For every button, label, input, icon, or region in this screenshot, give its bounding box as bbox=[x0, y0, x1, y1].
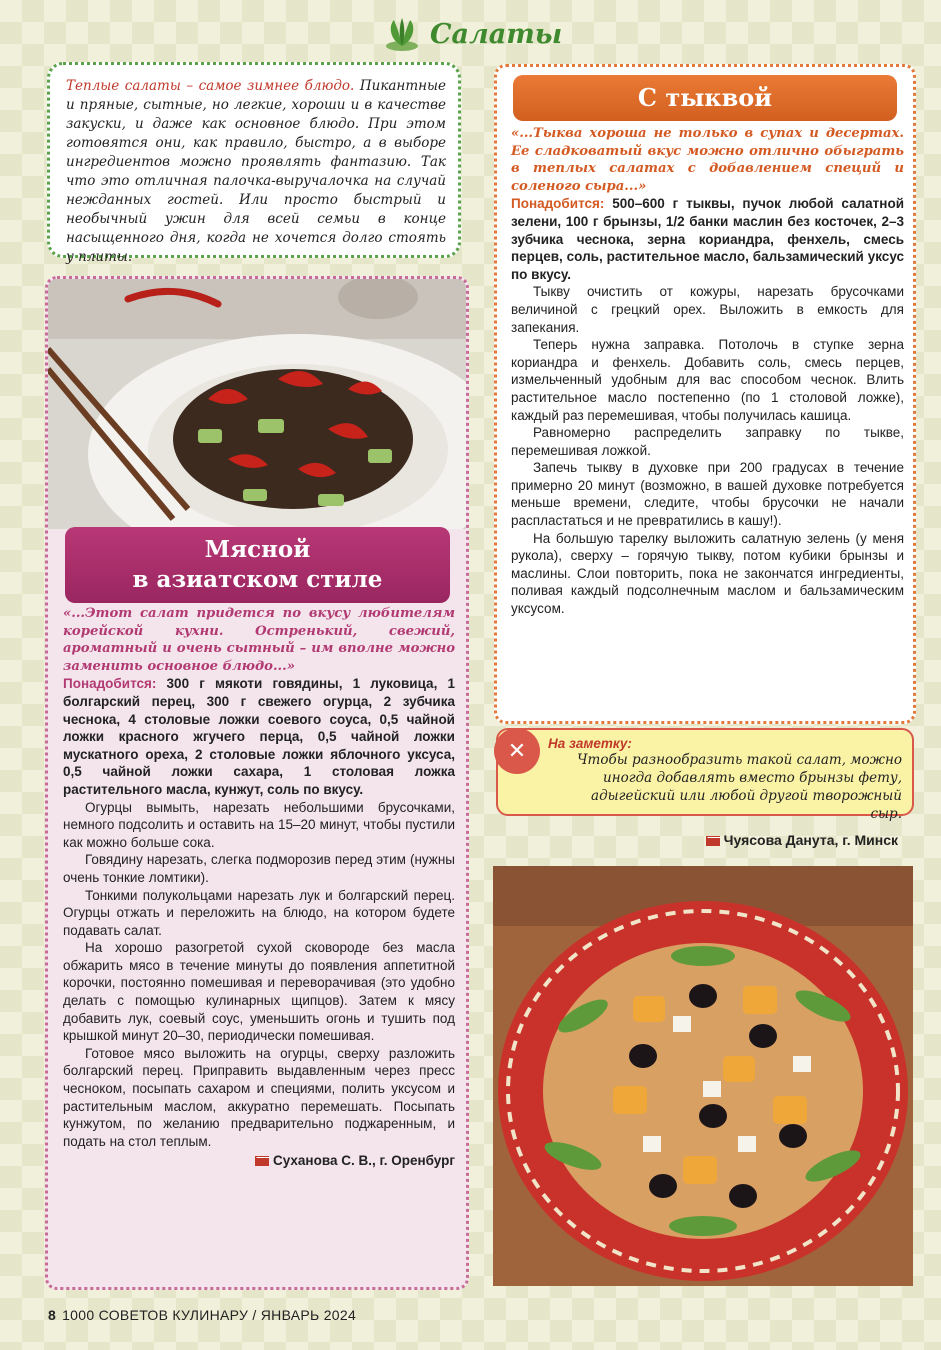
meat-salad-text bbox=[63, 605, 455, 1170]
ingredients-list: 300 г мякоти говядины, 1 луковица, 1 болгарский перец, 300 г свежего огурца, 2 зубчика чеснока, 4 столовые ложки соевого соуса, 0,5 чайной ложки красного жгучего перца, 0,5 чайной ложки мускатного ореха, 2 столовые ложки яблочного уксуса, 0,5 чайной ложки сахара, 1 столовая ложка растительного масла, кунжут, соль по вкусу. bbox=[63, 676, 455, 797]
page-footer bbox=[48, 1307, 548, 1323]
meat-salad-title bbox=[65, 527, 450, 603]
meat-salad-ingredients bbox=[63, 675, 455, 798]
tip-text: Чтобы разнообразить такой салат, можно иногда добавлять вместо брынзы фету, адыгейский или любой другой творожный сыр. bbox=[577, 752, 902, 822]
ingredients-list: 500–600 г тыквы, пучок любой салатной зелени, 100 г брынзы, 1/2 банки маслин без косточек, 2–3 зубчика чеснока, зерна кориандра, фенхель, смесь перцев, соль, растительное масло, бальзамический уксус по вкусу. bbox=[511, 196, 904, 282]
leaf-icon bbox=[380, 16, 424, 52]
pumpkin-salad-quote: «...Тыква хороша не только в супах и десертах. Ее сладковатый вкус можно отлично обыграть в теплых салатах с добавлением специй и соленого сыра...» bbox=[511, 126, 904, 194]
pumpkin-salad-recipe bbox=[494, 64, 916, 724]
step: Тыкву очистить от кожуры, нарезать брусочками величиной с грецкий орех. Выложить в емкость для запекания. bbox=[511, 284, 904, 335]
meat-salad-title-line2: в азиатском стиле bbox=[132, 566, 383, 593]
tip-box bbox=[496, 728, 914, 822]
step: На большую тарелку выложить салатную зелень (у меня рукола), сверху – горячую тыкву, потом кубики брынзы и маслины. Слои повторить, пока не закончатся ингредиенты, поливая каждый подсолнечным маслом и бальзамическим уксусом. bbox=[511, 530, 904, 617]
step: Огурцы вымыть, нарезать небольшими брусочками, немного подсолить и оставить на 15–20 минут, чтобы пустили как можно больше сока. bbox=[63, 799, 455, 850]
step: Тонкими полукольцами нарезать лук и болгарский перец. Огурцы отжать и переложить на блюдо, на котором будете подавать салат. bbox=[63, 887, 455, 938]
envelope-icon bbox=[706, 836, 720, 846]
step: На хорошо разогретой сухой сковороде без масла обжарить мясо в течение минуты до появления аппетитной корочки, постоянно помешивая и переворачивая (это удобно делать с помощью кулинарных щипцов). Затем к мясу добавить лук, соевый соус, уменьшить огонь и тушить под крышкой минут 20–30, периодически помешивая. bbox=[63, 940, 455, 1044]
pumpkin-salad-text bbox=[511, 125, 904, 618]
author-name: Суханова С. В., г. Оренбург bbox=[272, 1153, 455, 1169]
magazine-name: 1000 СОВЕТОВ КУЛИНАРУ / ЯНВАРЬ 2024 bbox=[62, 1307, 357, 1323]
author-name: Чуясова Данута, г. Минск bbox=[723, 832, 898, 848]
step: Запечь тыкву в духовке при 200 градусах в течение примерно 20 минут (возможно, в вашей духовке потребуется меньше времени, следите, чтобы брусочки не начали распластаться и не превратились в кашу!). bbox=[511, 460, 904, 529]
fork-knife-icon: ✕ bbox=[494, 728, 540, 774]
intro-box bbox=[47, 62, 461, 265]
page-number: 8 bbox=[48, 1307, 57, 1323]
step: Готовое мясо выложить на огурцы, сверху разложить болгарский перец. Приправить выдавленным через пресс чесноком, посыпать сахаром и специями, полить уксусом и растительным маслом, аккуратно перемешать. Посыпать кунжутом, по желанию предварительно поджаренным, и подать на стол теплым. bbox=[63, 1045, 455, 1149]
step: Равномерно распределить заправку по тыкве, перемешивая ложкой. bbox=[511, 425, 904, 458]
meat-salad-photo bbox=[48, 279, 466, 529]
pumpkin-salad-title: С тыквой bbox=[513, 75, 897, 121]
section-title: Салаты bbox=[430, 18, 563, 50]
ingredients-label: Понадобится: bbox=[511, 196, 605, 212]
intro-body: Пикантные и пряные, сытные, но легкие, хороши и в качестве закуски, и даже как основное блюдо. При этом готовятся они, как правило, быстро, а в выборе ингредиентов можно проявлять фантазию. Так что это отличная палочка-выручалочка на случай нежданных гостей. Или просто быстрый и необычный ужин для всей семьи в конце насыщенного дня, когда не хочется долго стоять у плиты. bbox=[66, 78, 446, 265]
step: Говядину нарезать, слегка подморозив перед этим (нужны очень тонкие ломтики). bbox=[63, 852, 455, 885]
pumpkin-salad-ingredients bbox=[511, 195, 904, 283]
tip-label: На заметку: bbox=[548, 736, 632, 751]
step: Теперь нужна заправка. Потолочь в ступке зерна кориандра и фенхель. Добавить соль, смесь перцев, измельченный удобным для вас способом чеснок. Влить растительное масло постепенно (по 1 столовой ложке), каждый раз перемешивая, чтобы получилась кашица. bbox=[511, 337, 904, 423]
pumpkin-salad-photo bbox=[493, 866, 913, 1286]
ingredients-label: Понадобится: bbox=[63, 676, 157, 692]
pumpkin-salad-author bbox=[600, 832, 898, 848]
intro-lead: Теплые салаты – самое зимнее блюдо. bbox=[66, 78, 355, 94]
section-header bbox=[380, 14, 580, 54]
envelope-icon bbox=[255, 1156, 269, 1166]
meat-salad-title-line1: Мясной bbox=[204, 536, 311, 563]
meat-salad-quote: «...Этот салат придется по вкусу любителям корейской кухни. Остренький, свежий, ароматный и очень сытный – им вполне можно заменить основное блюдо...» bbox=[63, 606, 455, 674]
meat-salad-recipe bbox=[45, 276, 469, 1290]
meat-salad-author bbox=[63, 1152, 455, 1170]
